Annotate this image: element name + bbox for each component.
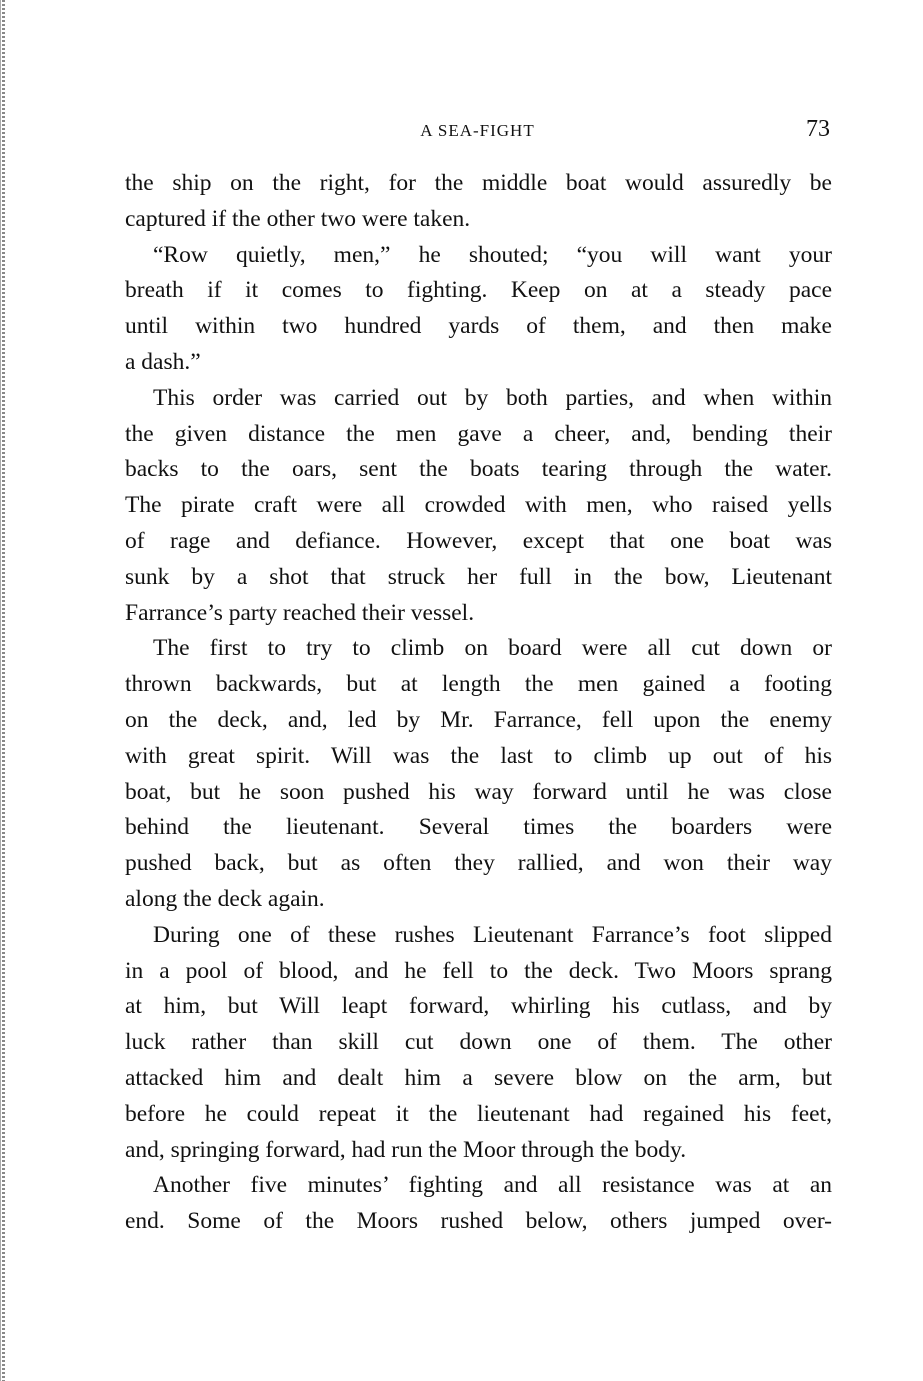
paragraph bbox=[125, 166, 832, 238]
paragraph bbox=[125, 1168, 832, 1240]
text-line: pushed back, but as often they rallied, and won their way bbox=[125, 850, 832, 877]
text-line: “Row quietly, men,” he shouted; “you will want your bbox=[153, 241, 832, 268]
text-line: end. Some of the Moors rushed below, others jumped over- bbox=[125, 1208, 832, 1235]
paragraph bbox=[125, 918, 832, 1169]
paragraph bbox=[125, 631, 832, 917]
text-line: This order was carried out by both parties, and when within bbox=[153, 384, 832, 411]
scan-edge bbox=[0, 0, 1, 1381]
text-line: on the deck, and, led by Mr. Farrance, fell upon the enemy bbox=[125, 706, 832, 733]
text-line: and, springing forward, had run the Moor through the body. bbox=[125, 1136, 687, 1163]
text-line: Farrance’s party reached their vessel. bbox=[125, 599, 475, 626]
text-line: attacked him and dealt him a severe blow on the arm, but bbox=[125, 1064, 832, 1091]
scan-binding-edge bbox=[2, 0, 5, 1381]
text-line: along the deck again. bbox=[125, 885, 325, 912]
text-line: breath if it comes to fighting. Keep on at a steady pace bbox=[125, 277, 832, 304]
text-line: behind the lieutenant. Several times the boarders were bbox=[125, 814, 832, 841]
text-line: During one of these rushes Lieutenant Farrance’s foot slipped bbox=[153, 921, 832, 948]
text-line: thrown backwards, but at length the men gained a footing bbox=[125, 671, 832, 698]
text-line: Another five minutes’ fighting and all resistance was at an bbox=[153, 1172, 832, 1199]
text-line: The pirate craft were all crowded with men, who raised yells bbox=[125, 492, 832, 519]
text-line: with great spirit. Will was the last to climb up out of his bbox=[125, 742, 832, 769]
page-number: 73 bbox=[806, 116, 830, 142]
text-line: captured if the other two were taken. bbox=[125, 205, 471, 232]
running-head bbox=[125, 116, 830, 146]
text-line: before he could repeat it the lieutenant had regained his feet, bbox=[125, 1100, 832, 1127]
text-line: the ship on the right, for the middle boat would assuredly be bbox=[125, 170, 832, 196]
text-line: at him, but Will leapt forward, whirling his cutlass, and by bbox=[125, 993, 832, 1020]
text-line: backs to the oars, sent the boats tearing through the water. bbox=[125, 456, 832, 483]
text-line: the given distance the men gave a cheer, and, bending their bbox=[125, 420, 832, 447]
page-body bbox=[125, 166, 832, 1240]
paragraph bbox=[125, 238, 832, 381]
text-line: luck rather than skill cut down one of them. The other bbox=[125, 1029, 832, 1056]
paragraph bbox=[125, 381, 832, 632]
text-line: a dash.” bbox=[125, 348, 201, 375]
text-line: in a pool of blood, and he fell to the deck. Two Moors sprang bbox=[125, 957, 832, 984]
text-line: boat, but he soon pushed his way forward until he was close bbox=[125, 778, 832, 805]
text-line: until within two hundred yards of them, and then make bbox=[125, 313, 832, 340]
chapter-title: A SEA-FIGHT bbox=[420, 121, 535, 140]
text-line: sunk by a shot that struck her full in the bow, Lieutenant bbox=[125, 563, 832, 590]
text-line: of rage and defiance. However, except that one boat was bbox=[125, 527, 832, 554]
text-line: The first to try to climb on board were all cut down or bbox=[153, 635, 832, 662]
